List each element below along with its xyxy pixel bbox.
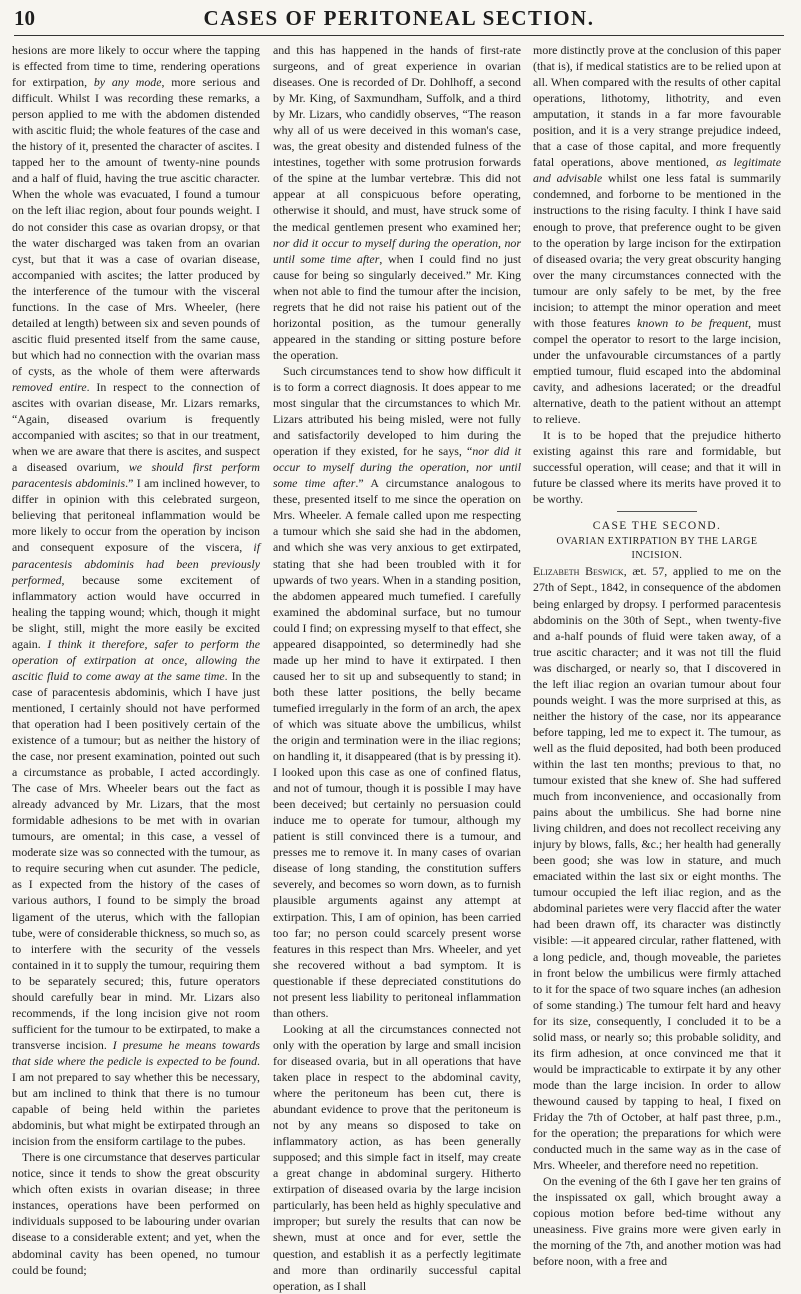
paragraph [273,363,521,1021]
italic-text: removed entire [12,379,87,394]
paragraph [12,42,260,1149]
paragraph [273,42,521,363]
paragraph [533,563,781,1173]
body-text: Such circumstances tend to show how difficult it is to form a correct diagnosis. It does appear to me most singular that the circumstances to which Mr. Lizars attributed his being misled, were not fully and satisfactorily developed to him during the operation if they existed, for he says, “ [273,363,521,459]
body-text: There is one circumstance that deserves particular notice, since it tends to show the great obscurity which often exists in ovarian disease; in three instances, operations have been performed on individuals supposed to be labouring under ovarian disease to a considerable extent; and yet, when the abdominal cavity has been opened, no tumour could be found; [12,1150,260,1277]
text-column-1 [12,42,261,1277]
body-text: , must compel the operator to resort to the large incision, under the unfavourable circumstances of a partly emptied tumour, fluid escaped into the abdominal cavity, and adhesions lacerated; or the dreadful alternative, death to the patient without an attempt to relieve. [533,315,781,427]
paragraph [533,427,781,507]
body-text: Looking at all the circumstances connected not only with the operation by large and small incision for diseased ovaria, but in all operations that have taken place in respect to the abdominal cavity, where the peritoneum has been cut, there is abundant evidence to prove that the peritoneum is not by any means so disposed to take on inflammatory action, as has been generally supposed; and this simple fact in itself, may create a great change in abdominal surgery. Hitherto extirpation of diseased ovaria by the large incision particularly, has been held as highly speculative and improper; but surely the results that can now be shewn, must at once and for ever, settle the question, and establish it as a perfectly legitimate and more than ordinarily successful capital operation, as I shall [273,1021,521,1293]
page-number: 10 [14,6,35,30]
section-divider [617,511,697,512]
column-3-body-top [533,42,781,507]
paragraph [533,1173,781,1269]
body-text: , when I could find no just cause for being so singularly deceived.” Mr. King when not able to find the tumour after the incision, regrets that he did not raise his patient out of the horizontal position, as the tumour generally appeared in the standing or sitting posture before the operation. [273,251,521,362]
paragraph [12,1149,260,1277]
italic-text: nor did it occur to myself during the operation, nor until some time after [273,235,521,266]
body-text: . In respect to the connection of ascites with ovarian disease, Mr. Lizars remarks, “Again, diseased ovarium is frequently accompanied with ascites; so that in our treatment, when we are aware that there is ascites, and suspect a diseased ovarium, [12,379,260,475]
running-title: CASES OF PERITONEAL SECTION. [203,6,595,30]
italic-text: nor did it occur to myself during the operation, nor until some time after [273,444,521,491]
body-text: , because some excitement of inflammatory action would have occurred in healing the tapping wound; which, though it might be slight, still, might the more easily be excited again. [12,572,260,651]
text-column-2 [273,42,522,1293]
body-text: more distinctly prove at the conclusion of this paper (that is), if medical statistics are to be relied upon at all. When compared with the results of other capital operations, lithotomy, lithotrity, and even amputation, it stands in a far more favourable position, and it is a very strange prejudice indeed, that a case of those capital, and more frequently fatal operations, above mentioned, [533,43,781,170]
body-text: , more serious and difficult. Whilst I was recording these remarks, a person applied to me with the abdomen distended with ascitic fluid; the whole features of the case and the history of it, presented the character of ascites. I tapped her to the amount of twenty-nine pounds and a half of fluid, having the true ascitic character. When the whole was evacuated, I found a tumour on the left iliac region, about four pounds weight. I do not consider this case as ovarian dropsy, or that the water discharged was taken from an ovarian cyst, but that it was a case of ovarian disease, accompanied with ascites; the latter produced by the interference of the tumour with the visceral functions. In the case of Mrs. Wheeler, (here detailed at length) between six and seven pounds of ascitic fluid presented itself from the same cause, but which had no connection with the ovarian mass of cysts, as the whole of them were afterwards [12,75,261,378]
paragraph [533,42,781,427]
italic-text: as legitimate and advisable [533,155,781,186]
case-subheading: OVARIAN EXTIRPATION BY THE LARGE INCISION. [556,536,758,562]
italic-text: I presume he means towards that side where the pedicle is expected to be found [12,1037,261,1068]
header-rule [14,35,784,36]
case-heading: CASE THE SECOND. [592,520,722,533]
body-text: . I am not prepared to say whether this be necessary, but am inclined to think that there is no tumour capable of being held within the parietes abdominis, but what might be extirpated through an incision from the ensiform cartilage to the pubes. [12,1053,260,1149]
page-header [14,4,784,38]
body-text: whilst one less fatal is summarily condemned, and forborne to be mentioned in the instructions to the rising faculty. I think I have said enough to prove, that preference ought to be given to the operation by large incison for the extirpation of diseased ovaria; the very great obscurity hanging over the many circumstances connected with the tumour are only safely to be met, by the free incision; to attempt the minor operation and meet with those features [533,171,781,330]
column-3-body-bottom [533,563,781,1269]
name-text: Elizabeth Beswick [533,564,624,579]
body-text: It is to be hoped that the prejudice hitherto existing against this rare and formidable, but successful operation, will cease; and that it will in future be classed where its merits have proved it to be worthy. [533,428,781,507]
italic-text: I think it therefore, safer to perform the operation of extirpation at once, allowing the ascitic fluid to come away at the same time [12,636,260,683]
italic-text: we should first perform paracentesis abdominis [12,460,260,491]
italic-text: if paracentesis abdominis had been previously performed [12,540,260,587]
text-column-3 [533,42,781,1269]
body-text: .” A circumstance analogous to these, presented itself to me since the operation on Mrs. Wheeler. A female called upon me respecting a tumour which she said she had in the abdomen, and which she was very anxious to get extirpated, stating that she had been troubled with it for upwards of two years. When in a standing position, the abdomen appeared much tumefied. I carefully examined the abdominal surface, but no tumour could I find; on expressing myself to that effect, she appeared disappointed, so determinedly had she made up her mind to have it extirpated. I then caused her to sit up and subsequently to stand; in both these latter positions, the belly became tumefied irregularly in the form of an arch, the apex of which was situate above the umbilicus, whilst the origin and termination were in the iliac regions; on handling it, it disappeared (that is by pressing it). I looked upon this case as one of confined flatus, and not of tumour, though it is possible I may have been deceived; but certainly no persuasion could induce me to operate for tumour, although my patient is still convinced there is a tumour, and presses me to remove it. In many cases of ovarian disease of long standing, the constitution suffers severely, and becomes so worn down, as to furnish plausible arguments against any attempt at extirpation. This, I am of opinion, has been carried too far; no person could scarcely present worse features in this respect than Mrs. Wheeler, and yet she recovered without a bad symptom. It is questionable if these depreciated constitutions do not present less liability to peritoneal inflammation than others. [273,476,522,1020]
italic-text: by any mode [93,75,162,90]
body-text: hesions are more likely to occur where the tapping is effected from time to time, rendering operations for extirpation, [12,43,260,90]
body-text: .” I am inclined however, to differ in opinion with this celebrated surgeon, believing that peritoneal inflammation would be more likely to occur from the operation by incison and consequent exposure of the viscera, [12,476,260,555]
body-text: and this has happened in the hands of first-rate surgeons, and of great experience in ovarian diseases. One is recorded of Dr. Dohlhoff, a second by Mr. King, of Saxmundham, Suffolk, and a third by Mr. Lizars, who candidly observes, “The reason why all of us were deceived in this woman's case, was, the great obesity and distended fulness of the intestines, together with some protrusion forwards of the spine at the lumbar vertebræ. This did not appear at all conspicuous before operating, otherwise it should, and must, have struck some of the medical gentlemen present who examined her; [273,43,521,234]
body-text: . In the case of paracentesis abdominis, which I have just mentioned, I certainly should not have performed that operation had I been positively certain of the existence of a tumour; but as neither the history of the case, nor present examination, pointed out such a circumstance as probable, I acted accordingly. The case of Mrs. Wheeler bears out the fact as already advanced by Mr. Lizars, that the most formidable adhesions to be met with in ovarian tumours, are omental; in this case, a vessel of moderate size was so connected with the tumour, as to require securing when cut asunder. The pedicle, as I expected from the history of the cases of various authors, I found to be simply the broad ligament of the uterus, which with the fallopian tube, were of considerable thickness, so much so, as to interfere with the security of the vessels contained in it to supply the tumour, requiring them to be separately secured; this, future operators should carefully bear in mind. Mr. Lizars also recommends, if the long incision give not room sufficient for the tumour to be extirpated, to make a transverse incision. [12,668,260,1052]
body-text: On the evening of the 6th I gave her ten grains of the inspissated ox gall, which brought away a copious motion before bed-time without any uneasiness. Five grains more were given early in the morning of the 7th, and another motion was had before noon, with a free and [533,1174,781,1269]
paragraph [273,1021,521,1294]
italic-text: known to be frequent [637,315,749,330]
body-text: , æt. 57, applied to me on the 27th of Sept., 1842, in consequence of the abdomen being enlarged by dropsy. I performed paracentesis abdominis on the 30th of Sept., when twenty-five and a-half pounds of fluid were taken away, of a true ascitic character; and it was not till the fluid was discharged, or nearly so, that I discovered in the left iliac region an ovarian tumour about four pounds weight. I was the more surprised at this, as neither the history of the case, nor its appearance before tapping, led me to expect it. The tumour, as well as the fluid deposited, had both been produced within the last ten months; previous to that, no tumour existed that she knew of. She had suffered much from inconvenience, and occasionally from pains about the umbilicus. She had borne nine living children, and does not recollect receiving any injury by blows, falls, &c.; her health had generally been good; she was low in stature, and much emaciated within the last six or eight months. The tumour occupied the left iliac region, and as the abdominal parietes were very flaccid after the water had been drawn off, its character was distinctly visible: —it appeared circular, rather flattened, with a long pedicle, and, though moveable, the parietes in front below the umbilicus were firmly attached to it for the space of two square inches (an adhesion of some standing.) The tumour felt hard and heavy for its size, consequently, I concluded it to be a solid mass, or nearly so; this probable solidity, and its firm adhesion, at once convinced me that it would be impracticable to extirpate it by any other mode than the large incision. In order to allow thewound caused by tapping to heal, I fixed on Friday the 7th of October, at half past three, p.m., for the operation; the preparations for which were conducted much in the same way as in the case of Mrs. Wheeler, and therefore need no repetition. [533,564,781,1173]
